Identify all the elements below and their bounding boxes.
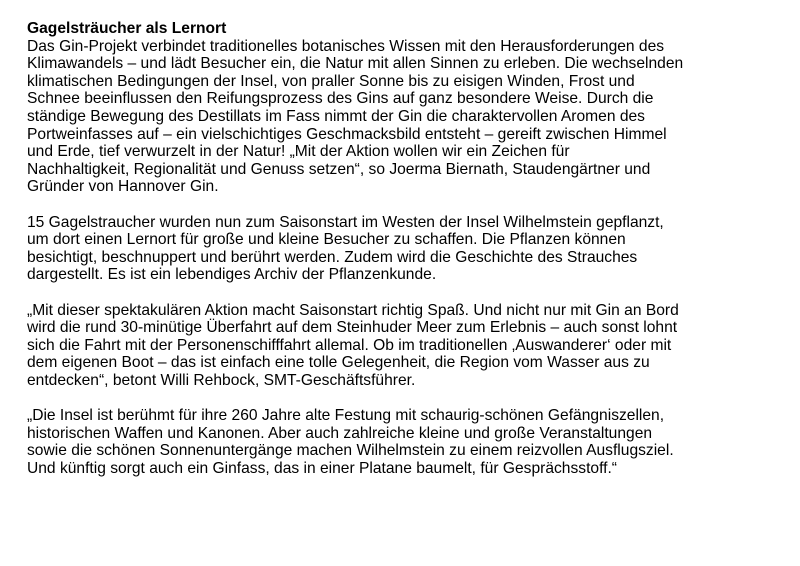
document-body [27,20,787,495]
section-heading: Gagelsträucher als Lernort [27,20,227,37]
paragraph-quote-rehbock: „Mit dieser spektakulären Aktion macht Saisonstart richtig Spaß. Und nicht nur mit Gin an Bord wird die rund 30-minütige Überfahrt auf dem Steinhuder Meer zum Erlebnis – auch sonst lohnt sich die Fahrt mit der Personenschifffahrt allemal. Ob im traditionellen ‚Auswanderer‘ oder mit dem eigenen Boot – das ist einfach eine tolle Gelegenheit, die Region vom Wasser aus zu entdecken“, betont Willi Rehbock, SMT-Geschäftsführer. [27,301,679,389]
paragraph-quote-insel: „Die Insel ist berühmt für ihre 260 Jahre alte Festung mit schaurig-schönen Gefängniszellen, historischen Waffen und Kanonen. Aber auch zahlreiche kleine und große Veranstaltungen sowie die schönen Sonnenuntergänge machen Wilhelmstein zu einem reizvollen Ausflugsziel. Und künftig sorgt auch ein Ginfass, das in einer Platane baumelt, für Gesprächsstoff.“ [27,407,674,477]
paragraph-gin-project: Das Gin-Projekt verbindet traditionelles botanisches Wissen mit den Herausforderungen des Klimawandels – und lädt Besucher ein, die Natur mit allen Sinnen zu erleben. Die wechselnden klimatischen Bedingungen der Insel, von praller Sonne bis zu eisigen Winden, Frost und Schnee beeinflussen den Reifungsprozess des Gins auf ganz besondere Weise. Durch die ständige Bewegung des Destillats im Fass nimmt der Gin die charaktervollen Aromen des Portweinfasses auf – ein vielschichtiges Geschmacksbild entsteht – gereift zwischen Himmel und Erde, tief verwurzelt in der Natur! „Mit der Aktion wollen wir ein Zeichen für Nachhaltigkeit, Regionalität und Genuss setzen“, so Joerma Biernath, Staudengärtner und Gründer von Hannover Gin. [27,37,684,196]
paragraph-lernort: 15 Gagelstraucher wurden nun zum Saisonstart im Westen der Insel Wilhelmstein gepflanzt, um dort einen Lernort für große und kleine Besucher zu schaffen. Die Pflanzen können besichtigt, beschnuppert und berührt werden. Zudem wird die Geschichte des Strauches dargestellt. Es ist ein lebendiges Archiv der Pflanzenkunde. [27,213,664,284]
